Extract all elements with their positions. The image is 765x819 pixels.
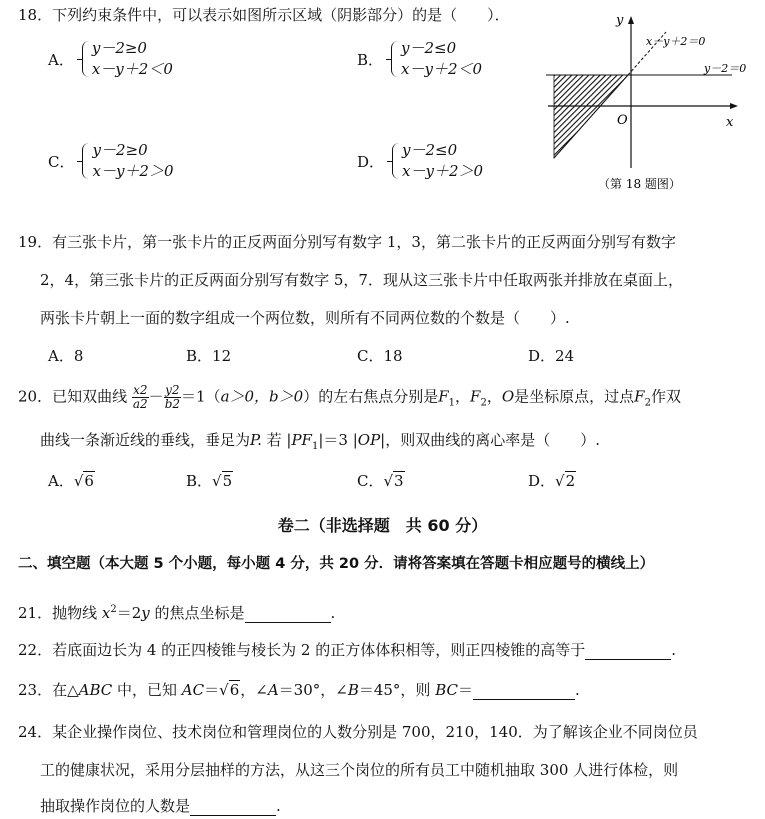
q19-line3: 两张卡片朝上一面的数字组成一个两位数，则所有不同两位数的个数是（ ）. bbox=[40, 309, 570, 327]
segment-op: OP bbox=[357, 431, 381, 449]
q19-line2: 2，4，第三张卡片的正反两面分别写有数字 5，7．现从这三张卡片中任取两张并排放在桌面上， bbox=[40, 271, 683, 289]
constraint-line: y－2≥0 bbox=[91, 39, 147, 57]
text: ＝ bbox=[457, 681, 473, 699]
text: 20．已知双曲线 bbox=[18, 387, 128, 406]
text: . bbox=[276, 797, 281, 815]
q20-option-d bbox=[528, 471, 576, 491]
text: 21．抛物线 bbox=[18, 604, 102, 622]
q18-stem: 18．下列约束条件中，可以表示如图所示区域（阴影部分）的是（ ）． bbox=[18, 6, 510, 24]
text: ＝30°，∠ bbox=[278, 681, 348, 699]
side-ac: AC bbox=[181, 681, 205, 699]
q20-option-c bbox=[357, 471, 405, 491]
answer-blank[interactable] bbox=[190, 798, 276, 816]
figure-caption: （第 18 题图） bbox=[598, 177, 681, 191]
text: － bbox=[148, 387, 164, 406]
condition: a＞0，b＞0 bbox=[220, 387, 304, 406]
q19-option-c: C．18 bbox=[357, 347, 403, 365]
q18-option-c bbox=[48, 140, 174, 182]
constraint-line: x－y＋2＞0 bbox=[402, 162, 484, 180]
side-bc: BC bbox=[435, 681, 458, 699]
constraint-system bbox=[80, 140, 173, 182]
x-axis-arrow bbox=[730, 103, 738, 109]
text: . bbox=[330, 604, 336, 622]
text: 若 | bbox=[266, 431, 292, 449]
text: 曲线一条渐近线的垂线，垂足为 bbox=[40, 431, 251, 449]
text: ）的左右焦点分别是 bbox=[303, 387, 439, 406]
text: ＝2 bbox=[116, 604, 142, 622]
q20-line1 bbox=[18, 384, 681, 414]
constraint-line: y－2≤0 bbox=[402, 141, 458, 159]
point-p: P. bbox=[250, 431, 262, 449]
sqrt: √6 bbox=[219, 681, 240, 699]
superscript: 2 bbox=[110, 604, 117, 615]
focus-f2: F bbox=[470, 387, 481, 406]
radicand: 6 bbox=[84, 472, 94, 490]
angle-b: B bbox=[347, 681, 359, 699]
sqrt: √5 bbox=[212, 472, 233, 490]
q19-option-d: D．24 bbox=[528, 347, 575, 365]
text: 22．若底面边长为 4 的正四棱锥与棱长为 2 的正方体体积相等，则正四棱锥的高等于 bbox=[18, 641, 586, 659]
q18-option-d bbox=[357, 140, 483, 182]
text: ，∠ bbox=[240, 681, 268, 699]
q24-line2: 工的健康状况，采用分层抽样的方法，从这三个岗位的所有员工中随机抽取 300 人进行体检，则 bbox=[40, 761, 679, 779]
sqrt: √3 bbox=[383, 472, 404, 490]
option-label: D． bbox=[357, 152, 385, 171]
q19-line1: 19．有三张卡片，第一张卡片的正反两面分别写有数字 1，3，第二张卡片的正反两面分别写有数字 bbox=[18, 233, 676, 251]
option-label: B． bbox=[186, 472, 213, 490]
q21 bbox=[18, 600, 335, 623]
q20-line2 bbox=[40, 430, 600, 457]
constraint-line: x－y＋2＜0 bbox=[401, 60, 483, 78]
text: ＝1（ bbox=[181, 387, 221, 406]
y-axis-arrow bbox=[628, 16, 634, 24]
text: ， bbox=[486, 387, 502, 406]
text: 中，已知 bbox=[112, 681, 182, 699]
text: |，则双曲线的离心率是（ ）. bbox=[380, 431, 600, 449]
text: ＝45°，则 bbox=[358, 681, 436, 699]
text: 抽取操作岗位的人数是 bbox=[40, 797, 191, 815]
x-axis-label: x bbox=[726, 115, 734, 130]
subscript: 2 bbox=[644, 397, 651, 409]
text: 23．在△ bbox=[18, 681, 79, 699]
section-title: 卷二（非选择题 共 60 分） bbox=[277, 516, 488, 535]
q20-option-a bbox=[48, 471, 95, 491]
option-label: D． bbox=[528, 472, 556, 490]
option-label: C． bbox=[48, 152, 75, 171]
text: . bbox=[575, 681, 580, 699]
var-x: x bbox=[101, 604, 111, 622]
constraint-system bbox=[389, 38, 482, 80]
subscript: 2 bbox=[480, 397, 487, 409]
denominator: a2 bbox=[132, 397, 148, 411]
denominator: b2 bbox=[164, 397, 181, 411]
origin-o: O bbox=[501, 387, 515, 406]
text: |＝3 | bbox=[318, 431, 358, 449]
focus-f1: F bbox=[438, 387, 449, 406]
text: 是坐标原点，过点 bbox=[514, 387, 635, 406]
text: ＝ bbox=[204, 681, 220, 699]
option-label: C． bbox=[357, 472, 384, 490]
section-subtitle: 二、填空题（本大题 5 个小题，每小题 4 分，共 20 分．请将答案填在答题卡相应题号的横线上） bbox=[18, 556, 655, 572]
q19-option-a: A．8 bbox=[48, 347, 84, 365]
constraint-line: x－y＋2＜0 bbox=[91, 60, 173, 78]
q24-line3 bbox=[40, 796, 281, 816]
option-label: A． bbox=[48, 50, 74, 69]
sqrt: √2 bbox=[555, 472, 576, 490]
triangle-abc: ABC bbox=[78, 681, 113, 699]
radicand: 3 bbox=[394, 472, 404, 490]
radicand: 6 bbox=[229, 681, 240, 699]
sqrt: √6 bbox=[73, 472, 94, 490]
focus-f2: F bbox=[634, 387, 645, 406]
q18-figure bbox=[540, 10, 760, 200]
fraction-x2-a2 bbox=[132, 384, 149, 411]
line2-label: y－2＝0 bbox=[704, 62, 747, 75]
answer-blank[interactable] bbox=[245, 605, 331, 623]
answer-blank[interactable] bbox=[473, 682, 575, 700]
radicand: 2 bbox=[565, 472, 576, 490]
angle-a: A bbox=[267, 681, 279, 699]
constraint-line: y－2≥0 bbox=[92, 141, 148, 159]
origin-label: O bbox=[617, 113, 628, 128]
constraint-system bbox=[80, 38, 173, 80]
constraint-system bbox=[390, 140, 483, 182]
radicand: 5 bbox=[222, 472, 233, 490]
numerator: y2 bbox=[165, 383, 180, 397]
line1-label: x－y＋2＝0 bbox=[646, 35, 706, 48]
subscript: 1 bbox=[448, 397, 456, 409]
option-label: B． bbox=[357, 50, 384, 69]
text: . bbox=[671, 641, 677, 659]
q20-option-b bbox=[186, 471, 233, 491]
var-y: y bbox=[141, 604, 150, 622]
option-label: A． bbox=[48, 472, 74, 490]
segment-pf1: PF bbox=[291, 431, 312, 449]
text: 的焦点坐标是 bbox=[149, 604, 245, 622]
q24-line1: 24．某企业操作岗位、技术岗位和管理岗位的人数分别是 700，210，140．为了解该企业不同岗位员 bbox=[18, 723, 698, 741]
q19-option-b: B．12 bbox=[186, 347, 232, 365]
y-axis-label: y bbox=[616, 13, 624, 28]
q18-option-a bbox=[48, 38, 173, 80]
constraint-line: y－2≤0 bbox=[401, 39, 457, 57]
numerator: x2 bbox=[133, 383, 148, 397]
q22 bbox=[18, 640, 676, 660]
subscript: 1 bbox=[311, 441, 319, 452]
q23 bbox=[18, 680, 580, 700]
fraction-y2-b2 bbox=[164, 384, 181, 411]
text: 作双 bbox=[650, 387, 681, 406]
constraint-line: x－y＋2＞0 bbox=[92, 162, 174, 180]
text: ， bbox=[455, 387, 471, 406]
q18-option-b bbox=[357, 38, 482, 80]
answer-blank[interactable] bbox=[585, 642, 671, 660]
